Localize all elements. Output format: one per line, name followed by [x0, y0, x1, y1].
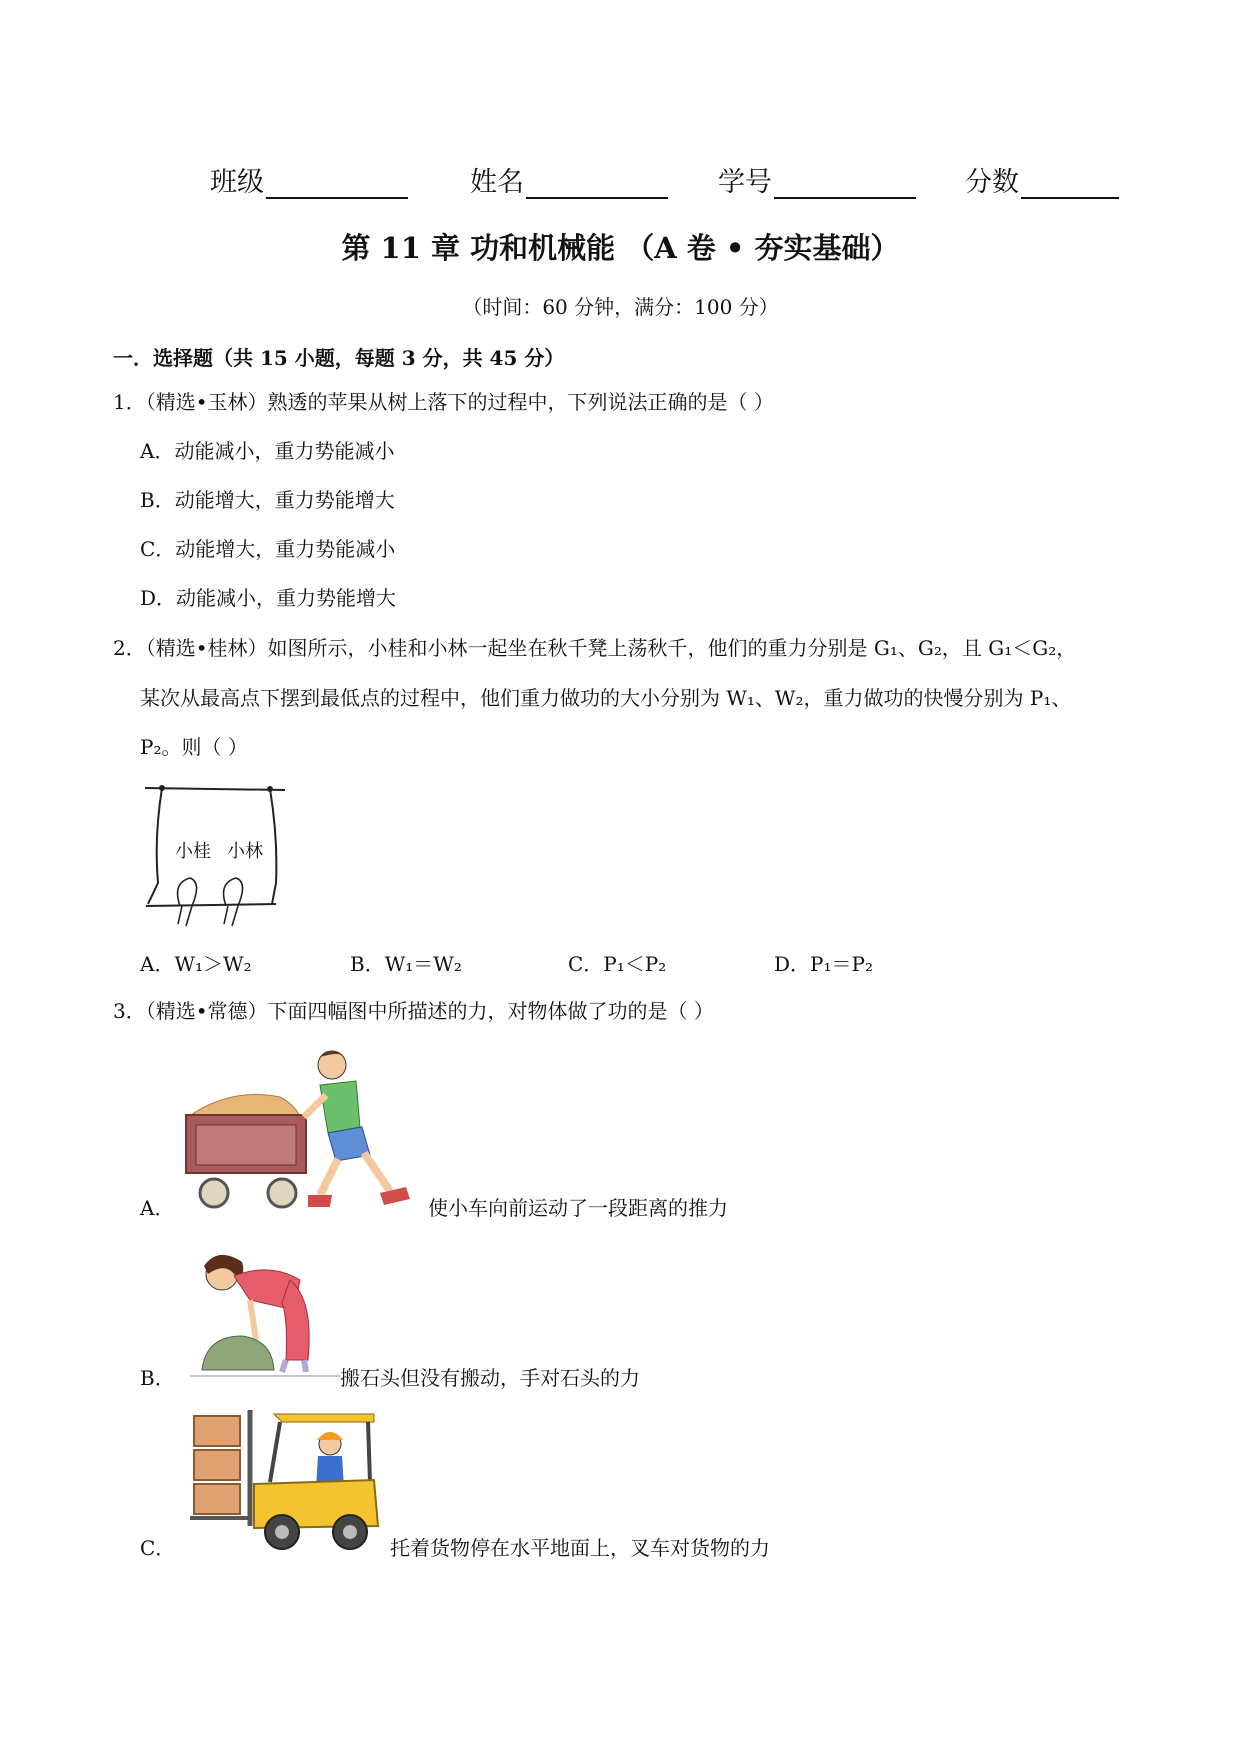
q3-option-a-letter[interactable]: A． — [140, 1196, 175, 1220]
q1-option-b[interactable]: B．动能增大，重力势能增大 — [140, 488, 395, 512]
q2-stem-line2: 某次从最高点下摆到最低点的过程中，他们重力做功的大小分别为 W₁、W₂，重力做功的快慢分别为 P₁、 — [140, 686, 1072, 710]
q3-option-a-text[interactable]: 使小车向前运动了一段距离的推力 — [428, 1196, 728, 1220]
q3-option-c-text[interactable]: 托着货物停在水平地面上，叉车对货物的力 — [390, 1536, 770, 1560]
name-label: 姓名 — [470, 167, 524, 198]
q3-option-b-text[interactable]: 搬石头但没有搬动，手对石头的力 — [340, 1366, 640, 1390]
section-heading: 一．选择题（共 15 小题，每题 3 分，共 45 分） — [113, 346, 565, 370]
q1-option-d[interactable]: D．动能减小，重力势能增大 — [140, 586, 397, 610]
q2-stem-line3: P₂。则（ ） — [140, 735, 248, 759]
name-blank[interactable] — [526, 169, 668, 199]
q3-option-b-letter[interactable]: B． — [140, 1366, 175, 1390]
score-field — [965, 160, 1119, 199]
q2-option-b[interactable]: B．W₁＝W₂ — [350, 952, 462, 976]
swing-label-xiaolin: 小林 — [227, 841, 263, 862]
q3-stem: 3．（精选•常德）下面四幅图中所描述的力，对物体做了功的是（ ） — [113, 999, 714, 1023]
q1-stem: 1．（精选•玉林）熟透的苹果从树上落下的过程中，下列说法正确的是（ ） — [113, 390, 774, 414]
student-id-label: 学号 — [718, 167, 772, 198]
q3-option-c-letter[interactable]: C． — [140, 1536, 176, 1560]
exam-info: （时间：60 分钟，满分：100 分） — [462, 295, 779, 319]
student-id-field — [718, 160, 916, 199]
q1-option-a[interactable]: A．动能减小，重力势能减小 — [140, 439, 395, 463]
swing-figure — [140, 778, 290, 928]
class-label: 班级 — [210, 167, 264, 198]
q2-option-c[interactable]: C．P₁＜P₂ — [568, 952, 667, 976]
page-title: 第 11 章 功和机械能 （A 卷 • 夯实基础） — [341, 231, 900, 265]
q2-option-a[interactable]: A．W₁＞W₂ — [140, 952, 252, 976]
class-field — [210, 160, 408, 199]
cart-push-image — [180, 1045, 420, 1210]
lift-rock-image — [190, 1240, 340, 1380]
student-id-blank[interactable] — [774, 169, 916, 199]
class-blank[interactable] — [266, 169, 408, 199]
q2-option-d[interactable]: D．P₁＝P₂ — [774, 952, 873, 976]
swing-label-xiaogui: 小桂 — [175, 841, 211, 862]
score-label: 分数 — [965, 167, 1019, 198]
q1-option-c[interactable]: C．动能增大，重力势能减小 — [140, 537, 396, 561]
name-field — [470, 160, 668, 199]
forklift-image — [184, 1408, 380, 1556]
q2-stem-line1: 2．（精选•桂林）如图所示，小桂和小林一起坐在秋千凳上荡秋千，他们的重力分别是 G₁、G₂，且 G₁＜G₂， — [113, 636, 1077, 660]
score-blank[interactable] — [1021, 169, 1119, 199]
